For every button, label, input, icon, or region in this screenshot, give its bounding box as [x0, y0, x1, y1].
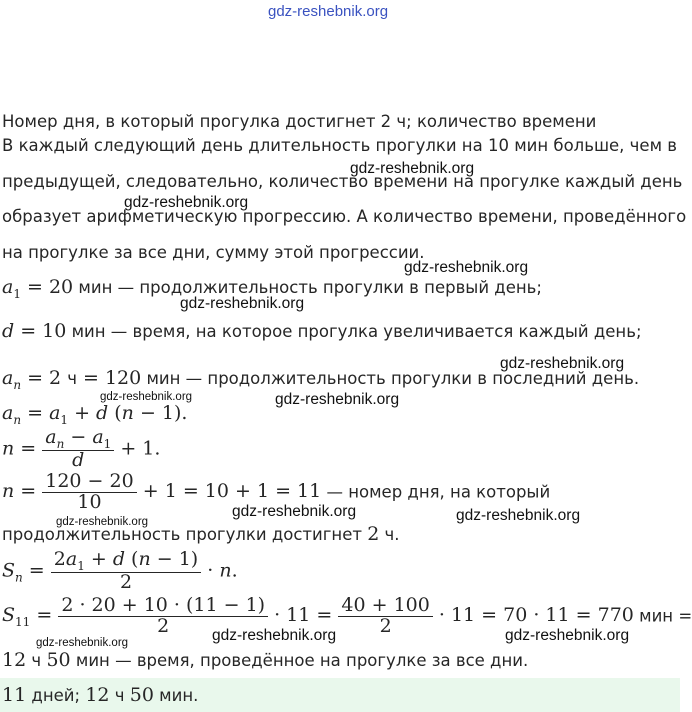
watermark-top: gdz-reshebnik.org: [268, 3, 389, 20]
formula-n: n = $\frac{a_n - a_1}{d}$ + 1.: [2, 426, 161, 472]
watermark: gdz-reshebnik.org: [124, 194, 249, 211]
total-time-line: 12 ч 50 мин — время, проведённое на прогулке за все дни.: [2, 649, 529, 671]
formula-s11: $S_{11}$ = $\frac{2 \cdot 20 + 10 \cdot (11 - 1)}{2}$ · 11 = $\frac{40 + 100}{2}$ · 11 = 70 · 11 = 770 мин =: [2, 594, 692, 637]
watermark: gdz-reshebnik.org: [404, 259, 529, 276]
answer-text: 11 дней; 12 ч 50 мин.: [2, 684, 199, 706]
watermark: gdz-reshebnik.org: [212, 627, 337, 644]
watermark: gdz-reshebnik.org: [500, 355, 625, 372]
watermark: gdz-reshebnik.org: [36, 637, 129, 649]
watermark: gdz-reshebnik.org: [100, 391, 193, 403]
watermark: gdz-reshebnik.org: [505, 627, 630, 644]
formula-sn: $S_n$ = $\frac{2a_1 + d (n - 1)}{2}$ · n.: [2, 548, 238, 594]
formula-an: $a_n = 2$ ч = 120 мин — продолжительность прогулки в последний день.: [2, 367, 640, 392]
formula-d: d = 10 мин — время, на которое прогулка увеличивается каждый день;: [2, 320, 642, 342]
paragraph-line-3: образует арифметическую прогрессию. А количество времени, проведённого: [2, 207, 687, 226]
paragraph-line-1: В каждый следующий день длительность прогулки на 10 мин больше, чем в: [2, 136, 677, 155]
formula-a1: $a_1 = 20$ мин — продолжительность прогулки в первый день;: [2, 276, 542, 301]
watermark: gdz-reshebnik.org: [180, 295, 305, 312]
paragraph-line-2: предыдущей, следовательно, количество времени на прогулке каждый день: [2, 172, 683, 191]
watermark: gdz-reshebnik.org: [232, 503, 357, 520]
formula-n-result: n = $\frac{120 - 20}{10}$ + 1 = 10 + 1 = 11 — номер дня, на который: [2, 470, 551, 513]
cut-off-line: Номер дня, в который прогулка достигнет 2 ч; количество времени: [2, 112, 597, 131]
watermark: gdz-reshebnik.org: [456, 507, 581, 524]
n-result-continuation: продолжительность прогулки достигнет 2 ч.: [2, 523, 400, 545]
paragraph-line-4: на прогулке за все дни, сумму этой прогрессии.: [2, 243, 425, 262]
watermark: gdz-reshebnik.org: [56, 516, 149, 528]
watermark: gdz-reshebnik.org: [275, 391, 400, 408]
answer-box: [0, 678, 680, 712]
watermark: gdz-reshebnik.org: [350, 160, 475, 177]
formula-an-general: $a_n = a_1 + d$ (n − 1).: [2, 402, 188, 427]
